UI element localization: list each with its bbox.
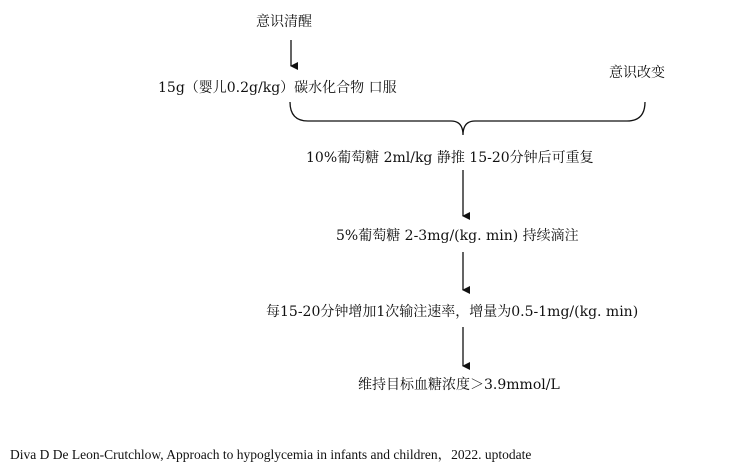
merge-brace <box>290 102 645 135</box>
node-oral-carbohydrate: 15g（婴儿0.2g/kg）碳水化合物 口服 <box>158 80 397 96</box>
node-target-glucose: 维持目标血糖浓度＞3.9mmol/L <box>358 377 560 393</box>
node-titrate-rate: 每15-20分钟增加1次输注速率，增量为0.5-1mg/(kg. min) <box>266 304 639 320</box>
node-conscious: 意识清醒 <box>256 14 312 30</box>
node-altered-consciousness: 意识改变 <box>609 65 665 81</box>
node-continuous-infusion: 5%葡萄糖 2-3mg/(kg. min) 持续滴注 <box>336 228 579 244</box>
citation-text: Diva D De Leon-Crutchlow, Approach to hypoglycemia in infants and children，2022. uptodate <box>10 447 532 462</box>
node-iv-bolus: 10%葡萄糖 2ml/kg 静推 15-20分钟后可重复 <box>306 150 594 166</box>
